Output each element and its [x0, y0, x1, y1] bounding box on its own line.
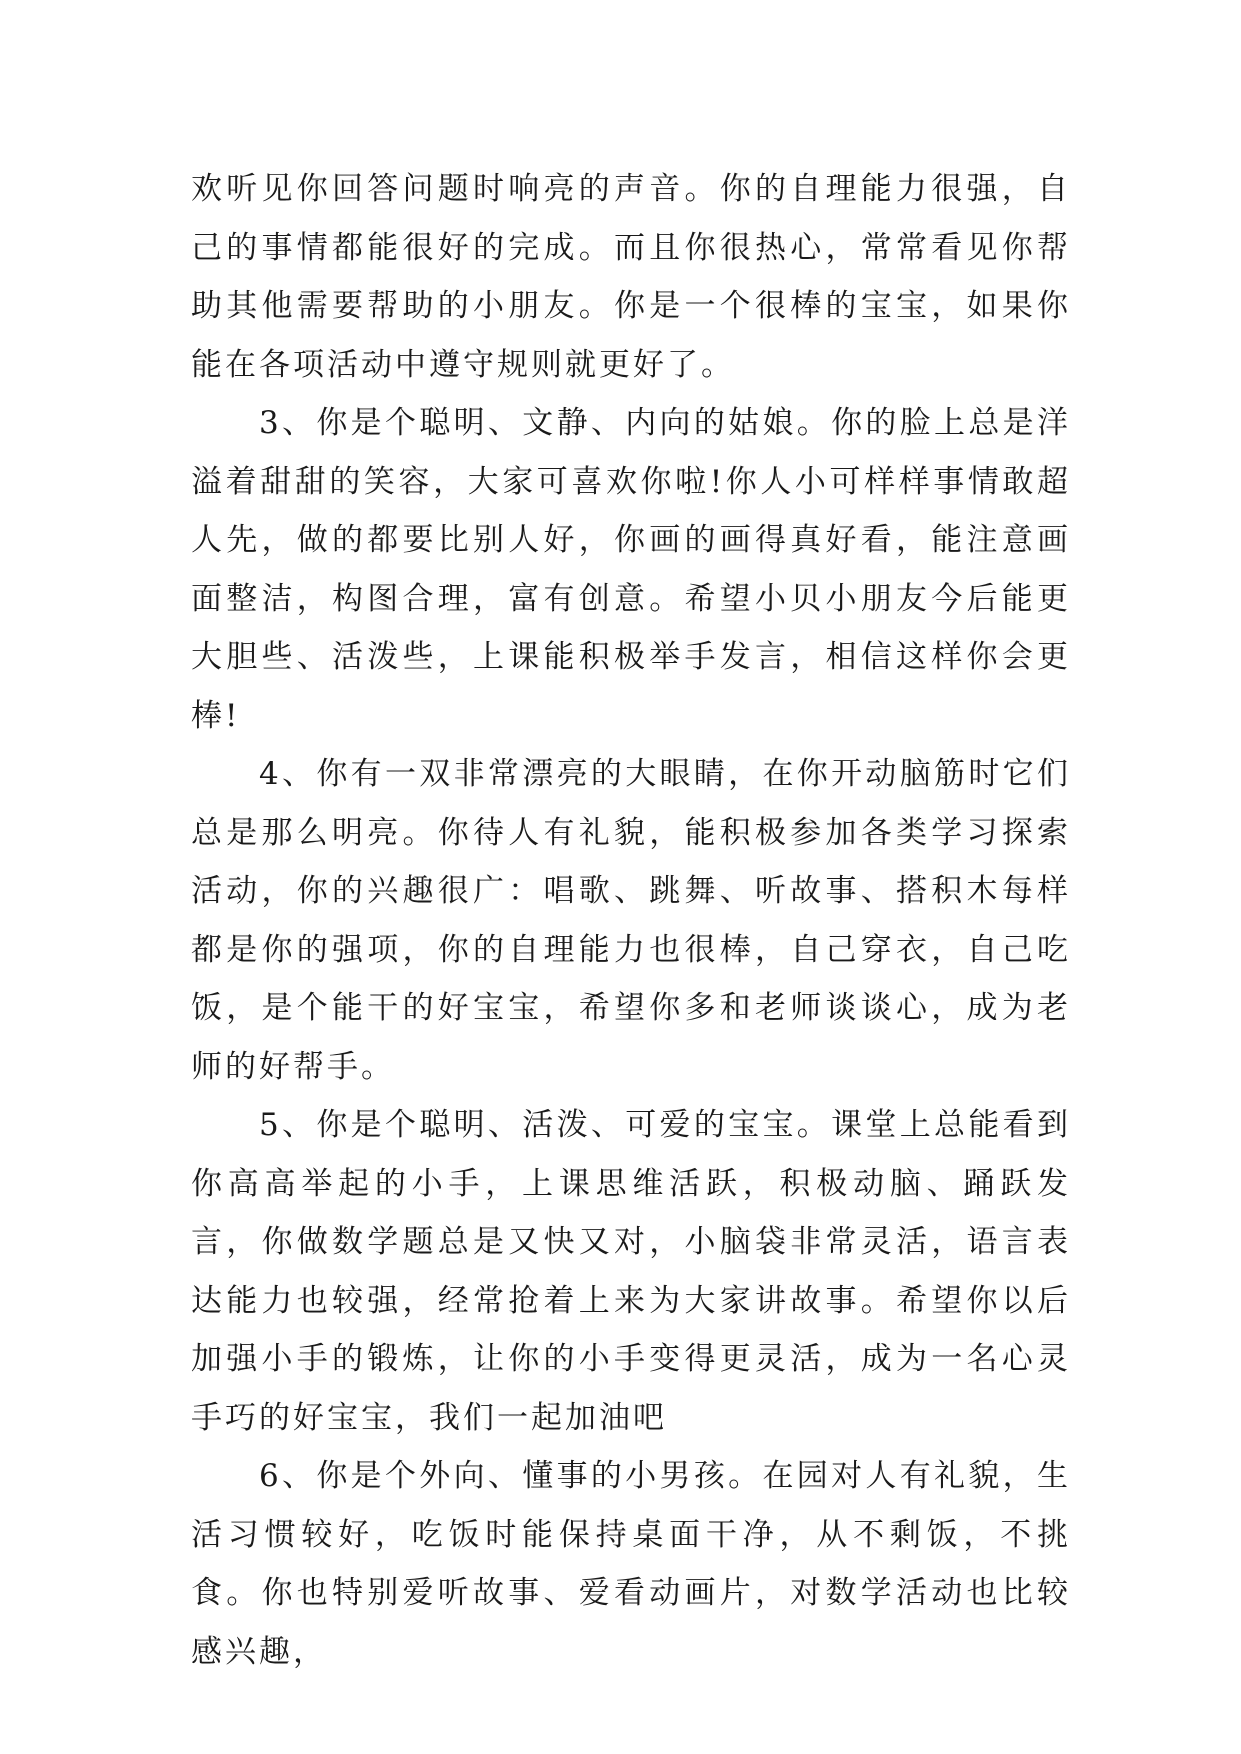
paragraph-continued: 欢听见你回答问题时响亮的声音。你的自理能力很强，自己的事情都能很好的完成。而且你很热心，常常看见你帮助其他需要帮助的小朋友。你是一个很棒的宝宝，如果你能在各项活动中遵守规则就更好了。 — [191, 171, 1071, 383]
paragraph-5: 5、你是个聪明、活泼、可爱的宝宝。课堂上总能看到你高高举起的小手，上课思维活跃，积极动脑、踊跃发言，你做数学题总是又快又对，小脑袋非常灵活，语言表达能力也较强，经常抢着上来为大家讲故事。希望你以后加强小手的锻炼，让你的小手变得更灵活，成为一名心灵手巧的好宝宝，我们一起加油吧 — [191, 1107, 1071, 1436]
paragraph-4: 4、你有一双非常漂亮的大眼睛，在你开动脑筋时它们总是那么明亮。你待人有礼貌，能积极参加各类学习探索活动，你的兴趣很广：唱歌、跳舞、听故事、搭积木每样都是你的强项，你的自理能力也很棒，自己穿衣，自己吃饭，是个能干的好宝宝，希望你多和老师谈谈心，成为老师的好帮手。 — [191, 756, 1071, 1085]
paragraph-3: 3、你是个聪明、文静、内向的姑娘。你的脸上总是洋溢着甜甜的笑容，大家可喜欢你啦!你人小可样样事情敢超人先，做的都要比别人好，你画的画得真好看，能注意画面整洁，构图合理，富有创意。希望小贝小朋友今后能更大胆些、活泼些，上课能积极举手发言，相信这样你会更棒! — [191, 405, 1071, 734]
paragraph-6: 6、你是个外向、懂事的小男孩。在园对人有礼貌，生活习惯较好，吃饭时能保持桌面干净，从不剩饭，不挑食。你也特别爱听故事、爱看动画片，对数学活动也比较感兴趣， — [191, 1458, 1071, 1670]
document-body — [191, 160, 1071, 1681]
